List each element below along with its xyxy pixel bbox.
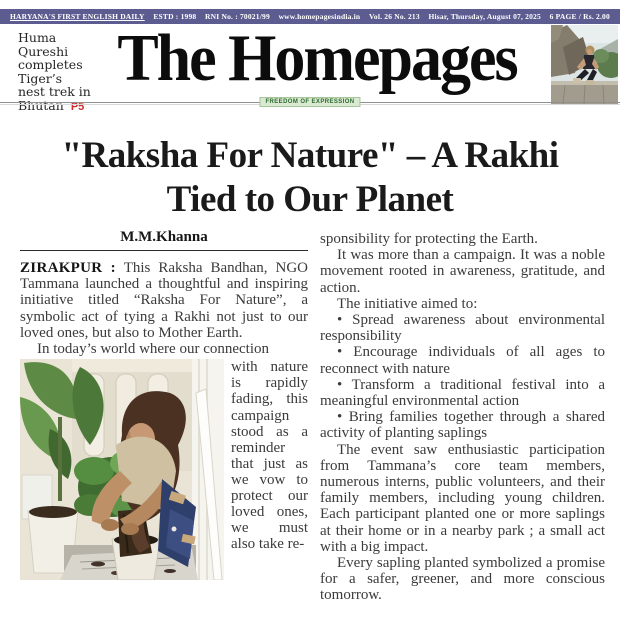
article-headline [6,134,614,222]
teaser-page-ref: P5 [70,101,85,113]
paragraph-wrapped: with nature is rapidly fading, this campaign stood as a reminder that just as we vow to protect our loved ones, we must also take re- [231,359,308,553]
dateline-label: ZIRAKPUR : [20,260,116,276]
topbar-price: 6 PAGE / Rs. 2.00 [549,12,610,21]
teaser-line: nest trek in [18,84,91,99]
paragraph-intro: In today’s world where our connection [37,341,270,358]
article-photo-planting [20,359,224,580]
article-paragraph: It was more than a campaign. It was a noble movement rooted in awareness, gratitude, and action. [320,247,605,296]
article-paragraph: The initiative aimed to: [337,295,478,312]
topbar-website: www.homepagesindia.in [278,12,361,21]
tagline-box: FREEDOM OF EXPRESSION [259,97,360,107]
right-column [320,231,605,604]
article-paragraph: Every sapling planted symbolized a promise for a safer, greener, and more conscious tomorrow. [320,555,605,604]
article-paragraph: sponsibility for protecting the Earth. [320,231,538,247]
teaser-line: completes [18,57,83,72]
headline-line-2: Tied to Our Planet [166,179,454,220]
article-paragraph: • Transform a traditional festival into a meaningful environmental action [320,376,605,410]
masthead-title: The Homepages [117,22,517,95]
article-paragraph: • Encourage individuals of all ages to reconnect with nature [320,344,605,377]
teaser-line: Qureshi [18,43,69,59]
topbar-dateline: Hisar, Thursday, August 07, 2025 [428,12,541,21]
byline: M.M.Khanna [120,229,208,245]
lede-text: This Raksha Bandhan, NGO Tammana launched a thoughtful and inspiring initiative titled “Raksha For Nature”, a symbolic act of tying a Rakhi not just to our loved ones, but also to Mother Earth. [20,260,309,341]
topbar-daily-label: HARYANA'S FIRST ENGLISH DAILY [10,12,145,21]
teaser-last-word: Bhutan [18,98,64,113]
topbar-rni: RNI No. : 70021/99 [205,12,270,21]
teaser-line: Tiger’s [18,70,63,86]
photo-row [20,359,308,580]
byline-rule [20,250,308,251]
teaser-photo-huma-qureshi [551,25,618,104]
article-paragraph: The event saw enthusiastic participation from Tammana’s core team members, numerous interns, public volunteers, and their family members, including young children. Each participant planted one or more saplings at their home or in a nearby park ; a small act with a big impact. [320,441,605,555]
article-paragraph: • Bring families together through a shared activity of planting saplings [320,409,605,442]
headline-line-1: "Raksha For Nature" – A Rakhi [61,135,559,176]
topbar-estd: ESTD : 1998 [153,12,197,21]
lede-paragraph [20,260,308,341]
topbar-volume: Vol. 26 No. 213 [368,12,420,21]
left-column [20,229,308,580]
teaser-line: Huma [18,30,57,45]
article-paragraph: • Spread awareness about environmental responsibility [320,312,605,345]
